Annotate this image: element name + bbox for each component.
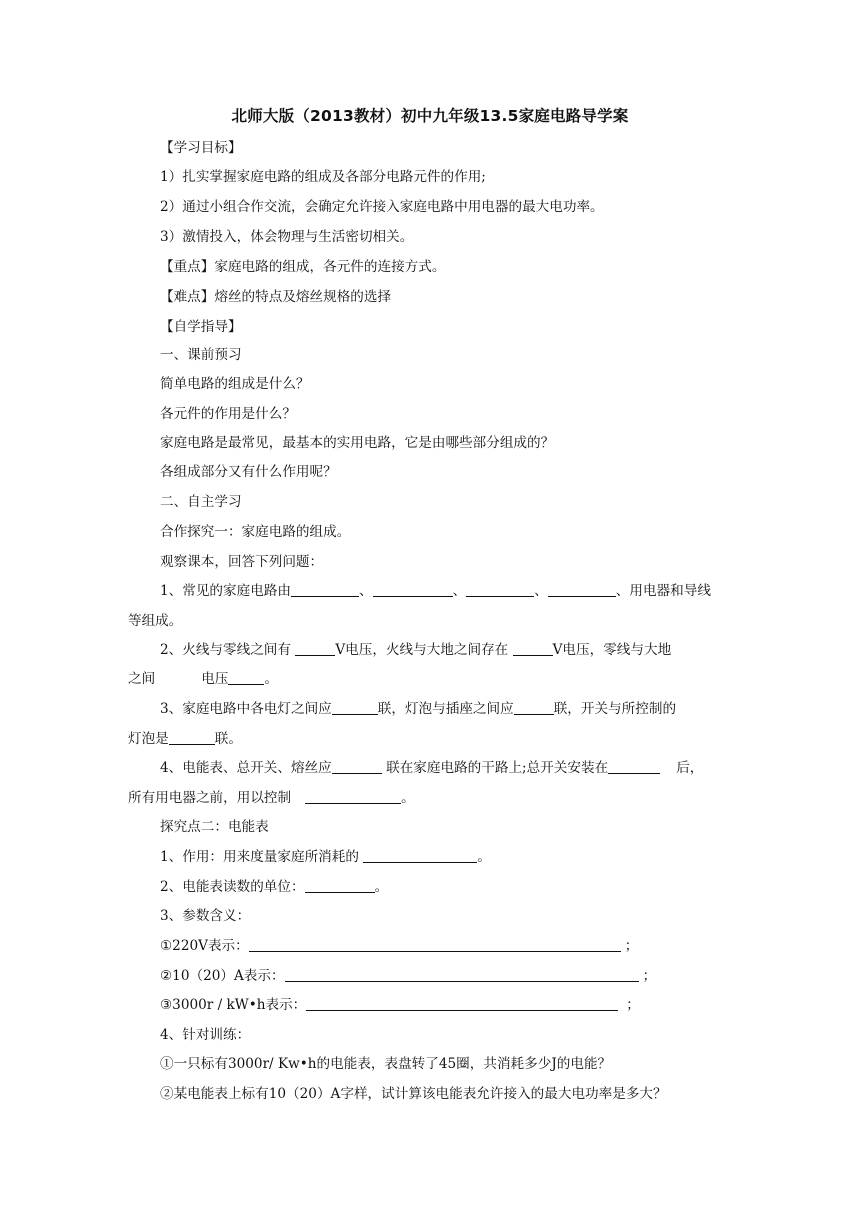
question-parts: 各组成部分又有什么作用呢？	[160, 464, 337, 480]
page-title: 北师大版（2013教材）初中九年级13.5家庭电路导学案	[231, 107, 629, 125]
answer-blank[interactable]	[306, 996, 618, 1011]
param-3000r	[160, 996, 640, 1014]
difficulty-point	[160, 288, 391, 306]
answer-blank[interactable]	[332, 759, 382, 774]
item-1-text: 、用电器和导线	[615, 583, 711, 599]
item-2-text: 之间	[128, 671, 156, 687]
meter-text: 2、电能表读数的单位：	[160, 879, 305, 895]
item-3-text: 灯泡是	[128, 731, 169, 747]
training-1: ①一只标有3000r/ Kw•h的电能表，表盘转了45圈，共消耗多少J的电能？	[160, 1056, 612, 1072]
question-simple-circuit: 简单电路的组成是什么？	[160, 376, 310, 392]
param-text: ③3000r / kW•h表示：	[160, 997, 307, 1013]
answer-blank[interactable]	[228, 670, 264, 685]
item-3-line-1	[160, 700, 676, 718]
question-home-circuit: 家庭电路是最常见，最基本的实用电路，它是由哪些部分组成的？	[160, 435, 555, 451]
item-4-text: 后，	[676, 760, 704, 776]
item-2-text: V电压，火线与大地之间存在	[335, 642, 513, 658]
meter-item-4: 4、针对训练：	[160, 1027, 251, 1043]
key-label: 【重点】	[160, 259, 215, 275]
explore-two-heading: 探究点二：电能表	[160, 819, 269, 835]
item-2-line-1	[160, 641, 671, 659]
goal-header: 【学习目标】	[160, 140, 242, 156]
meter-text: 1、作用：用来度量家庭所消耗的	[160, 849, 364, 865]
item-3-text: 联。	[214, 731, 242, 747]
item-2-text: 电压	[201, 671, 229, 687]
goal-2: 2）通过小组合作交流，会确定允许接入家庭电路中用电器的最大电功率。	[160, 199, 604, 215]
item-1-line-1	[160, 582, 711, 600]
param-text: ②10（20）A表示：	[160, 968, 285, 984]
answer-blank[interactable]	[285, 967, 639, 982]
answer-blank[interactable]	[373, 582, 453, 597]
selflearn-header: 二、自主学习	[160, 494, 242, 510]
explore-one-heading: 合作探究一：家庭电路的组成。	[160, 524, 351, 540]
answer-blank[interactable]	[514, 700, 554, 715]
separator: 、	[534, 583, 548, 599]
item-4-line-2	[128, 789, 415, 807]
key-text: 家庭电路的组成，各元件的连接方式。	[214, 259, 446, 275]
meter-text: 。	[477, 849, 491, 865]
goal-1: 1）扎实掌握家庭电路的组成及各部分电路元件的作用;	[160, 169, 486, 185]
item-4-text: 联在家庭电路的干路上;总开关安装在	[381, 760, 609, 776]
answer-blank[interactable]	[295, 641, 335, 656]
answer-blank[interactable]	[548, 582, 616, 597]
answer-blank[interactable]	[305, 789, 401, 804]
item-2-text: 2、火线与零线之间有	[160, 642, 296, 658]
param-text: ；	[626, 997, 640, 1013]
param-text: ；	[624, 938, 639, 954]
item-3-line-2	[128, 730, 242, 748]
preview-header: 一、课前预习	[160, 347, 242, 363]
item-2-text: 。	[264, 671, 278, 687]
meter-text: 。	[374, 879, 389, 895]
item-1-line-2: 等组成。	[128, 613, 183, 629]
item-3-text: 3、家庭电路中各电灯之间应	[160, 701, 332, 717]
answer-blank[interactable]	[332, 700, 378, 715]
param-text: ；	[642, 968, 657, 984]
item-3-text: 联，灯泡与插座之间应	[377, 701, 514, 717]
key-point	[160, 258, 445, 276]
question-components: 各元件的作用是什么？	[160, 406, 296, 422]
difficulty-label: 【难点】	[160, 289, 215, 305]
param-text: ①220V表示：	[160, 938, 249, 954]
meter-item-1	[160, 848, 491, 866]
answer-blank[interactable]	[291, 582, 359, 597]
separator: 、	[452, 583, 467, 599]
observe-instruction: 观察课本，回答下列问题：	[160, 554, 324, 570]
answer-blank[interactable]	[363, 848, 477, 863]
separator: 、	[359, 583, 373, 599]
item-4-line-1	[160, 759, 703, 777]
training-2: ②某电能表上标有10（20）A字样，试计算该电能表允许接入的最大电功率是多大？	[160, 1086, 667, 1102]
meter-item-2	[160, 878, 388, 896]
selfstudy-header: 【自学指导】	[160, 319, 242, 335]
answer-blank[interactable]	[513, 641, 553, 656]
item-2-line-2	[128, 670, 278, 688]
item-4-text: 。	[401, 790, 415, 806]
meter-item-3: 3、参数含义：	[160, 908, 251, 924]
answer-blank[interactable]	[466, 582, 534, 597]
item-3-text: 联，开关与所控制的	[553, 701, 677, 717]
answer-blank[interactable]	[249, 937, 621, 952]
item-2-text: V电压，零线与大地	[552, 642, 672, 658]
answer-blank[interactable]	[608, 759, 660, 774]
difficulty-text: 熔丝的特点及熔丝规格的选择	[214, 289, 392, 305]
item-4-text: 4、电能表、总开关、熔丝应	[160, 760, 332, 776]
param-10-20a	[160, 967, 656, 985]
goal-3: 3）激情投入，体会物理与生活密切相关。	[160, 229, 414, 245]
param-220v	[160, 937, 638, 955]
answer-blank[interactable]	[169, 730, 215, 745]
item-1-text: 1、常见的家庭电路由	[160, 583, 291, 599]
answer-blank[interactable]	[305, 878, 375, 893]
item-4-text: 所有用电器之前，用以控制	[128, 790, 292, 806]
